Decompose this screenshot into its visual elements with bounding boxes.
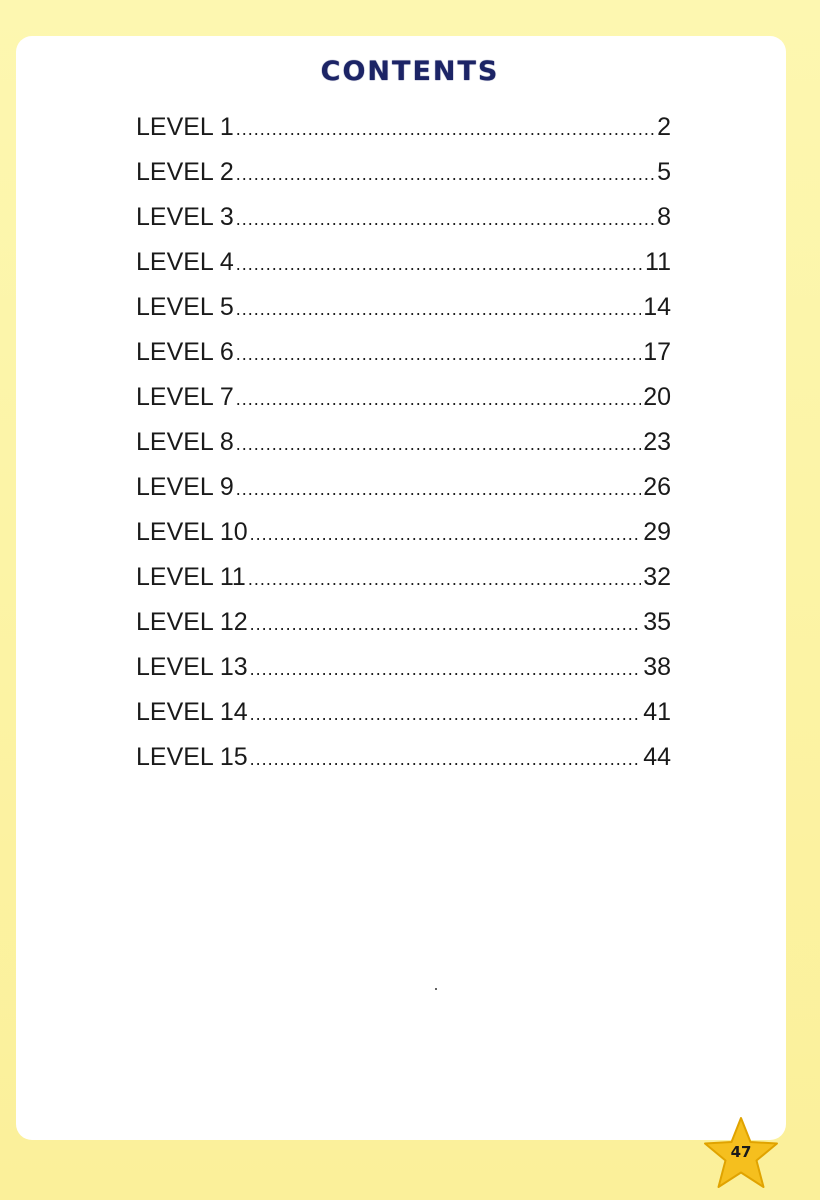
dot-leader (236, 479, 641, 500)
dot-leader (236, 209, 655, 230)
toc-entry-label: LEVEL 12 (136, 608, 248, 636)
toc-entry-level-5[interactable] (136, 293, 671, 338)
toc-entry-label: LEVEL 4 (136, 248, 234, 276)
toc-entry-level-4[interactable] (136, 248, 671, 293)
toc-entry-page: 41 (643, 698, 671, 726)
page-title: CONTENTS (320, 56, 500, 87)
toc-entry-level-2[interactable] (136, 158, 671, 203)
toc-entry-label: LEVEL 5 (136, 293, 234, 321)
dot-leader (250, 659, 642, 680)
toc-entry-level-9[interactable] (136, 473, 671, 518)
toc-entry-level-8[interactable] (136, 428, 671, 473)
dot-leader (236, 344, 641, 365)
toc-entry-level-3[interactable] (136, 203, 671, 248)
toc-entry-level-10[interactable] (136, 518, 671, 563)
toc-entry-label: LEVEL 9 (136, 473, 234, 501)
toc-entry-label: LEVEL 13 (136, 653, 248, 681)
toc-entry-page: 23 (643, 428, 671, 456)
toc-entry-page: 8 (657, 203, 671, 231)
toc-entry-level-6[interactable] (136, 338, 671, 383)
toc-entry-label: LEVEL 6 (136, 338, 234, 366)
toc-entry-page: 38 (643, 653, 671, 681)
table-of-contents (136, 113, 671, 788)
dot-leader (236, 299, 641, 320)
toc-entry-level-13[interactable] (136, 653, 671, 698)
dot-leader (250, 614, 642, 635)
page-number-badge (702, 1116, 780, 1190)
toc-entry-label: LEVEL 14 (136, 698, 248, 726)
toc-entry-page: 11 (645, 248, 671, 276)
toc-entry-level-12[interactable] (136, 608, 671, 653)
stray-dot (435, 988, 437, 990)
toc-entry-label: LEVEL 2 (136, 158, 234, 186)
dot-leader (248, 569, 641, 590)
toc-entry-page: 17 (643, 338, 671, 366)
toc-entry-page: 32 (643, 563, 671, 591)
toc-entry-page: 5 (657, 158, 671, 186)
toc-entry-level-14[interactable] (136, 698, 671, 743)
toc-entry-page: 2 (657, 113, 671, 141)
dot-leader (236, 164, 655, 185)
toc-entry-label: LEVEL 10 (136, 518, 248, 546)
toc-entry-label: LEVEL 11 (136, 563, 246, 591)
toc-entry-label: LEVEL 3 (136, 203, 234, 231)
toc-entry-page: 26 (643, 473, 671, 501)
dot-leader (250, 704, 642, 725)
dot-leader (236, 254, 643, 275)
toc-entry-label: LEVEL 7 (136, 383, 234, 411)
toc-entry-level-1[interactable] (136, 113, 671, 158)
dot-leader (236, 389, 641, 410)
toc-entry-label: LEVEL 1 (136, 113, 234, 141)
page-number: 47 (730, 1143, 752, 1161)
toc-entry-page: 14 (643, 293, 671, 321)
toc-entry-label: LEVEL 15 (136, 743, 248, 771)
dot-leader (250, 524, 642, 545)
dot-leader (236, 119, 655, 140)
toc-entry-label: LEVEL 8 (136, 428, 234, 456)
toc-entry-page: 35 (643, 608, 671, 636)
toc-entry-level-11[interactable] (136, 563, 671, 608)
toc-entry-page: 44 (643, 743, 671, 771)
toc-entry-level-15[interactable] (136, 743, 671, 788)
dot-leader (236, 434, 641, 455)
dot-leader (250, 749, 642, 770)
toc-entry-page: 20 (643, 383, 671, 411)
toc-entry-page: 29 (643, 518, 671, 546)
toc-entry-level-7[interactable] (136, 383, 671, 428)
